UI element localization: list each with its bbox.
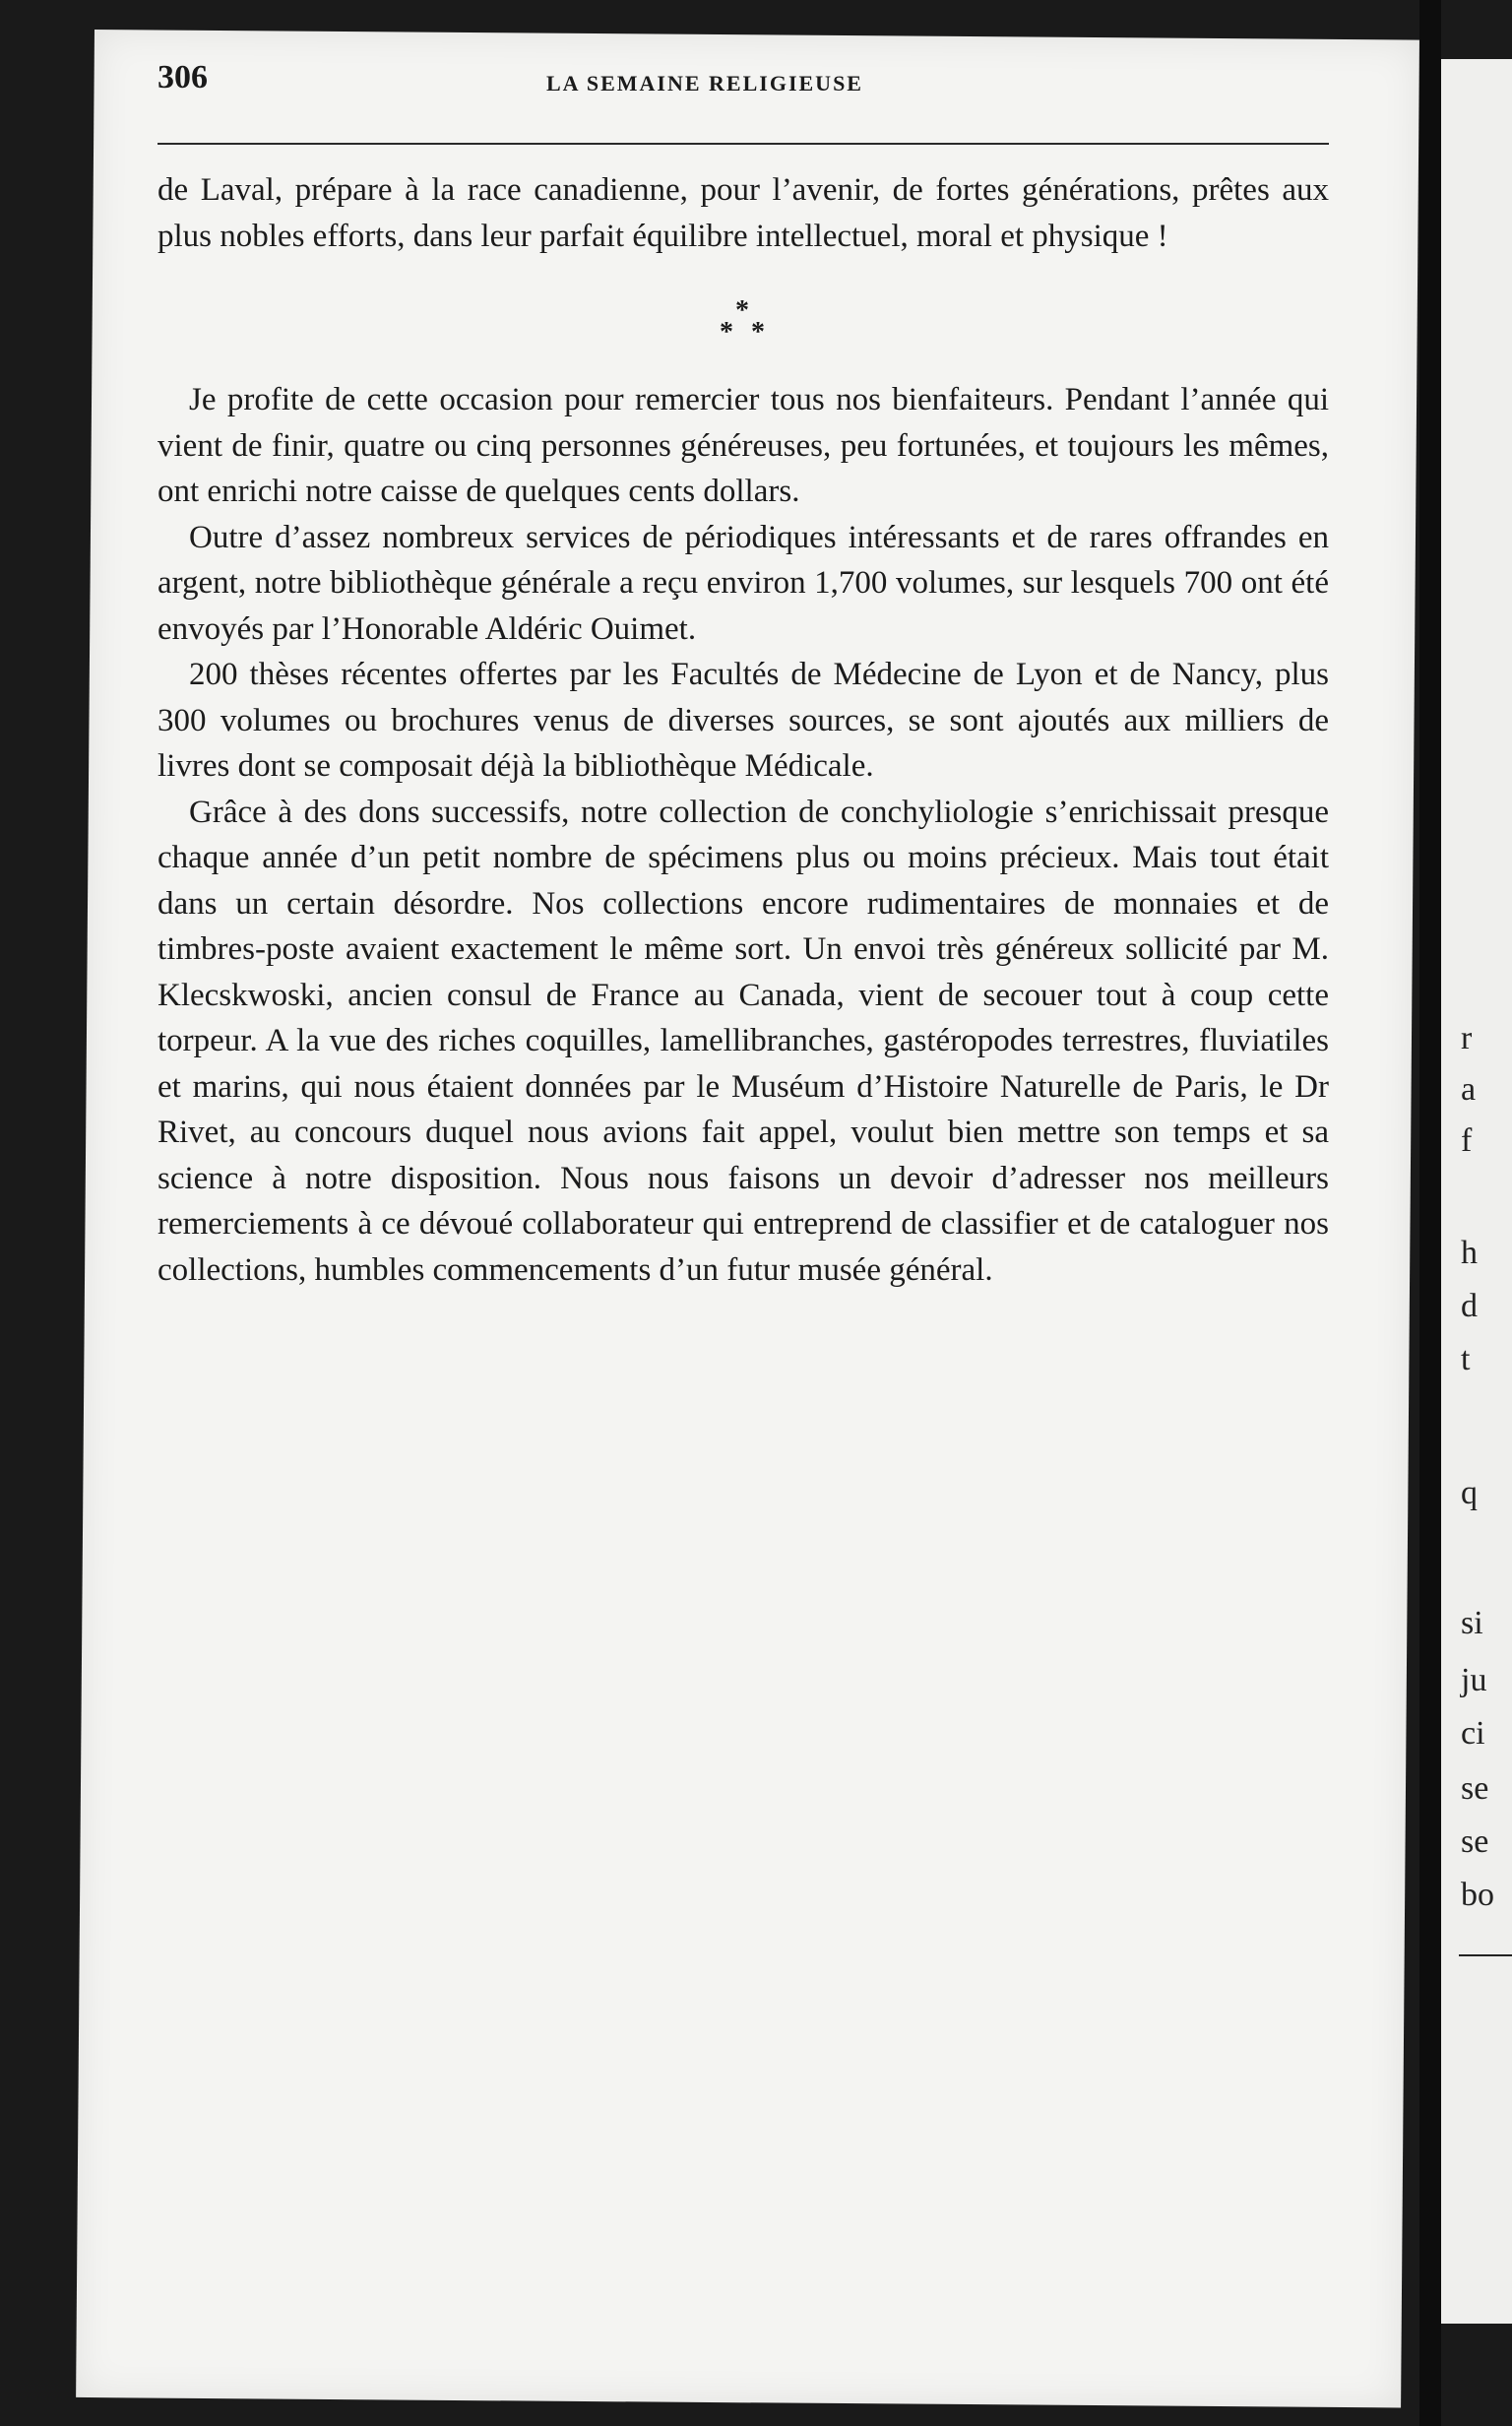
book-gutter [1419,0,1441,2426]
right-page-fragment: bo [1461,1877,1494,1913]
right-page-fragment: ju [1461,1662,1487,1698]
paragraph-1: de Laval, prépare à la race canadienne, pour l’avenir, de fortes générations, prêtes aux plus nobles efforts, dans leur parfait équilibre intellectuel, moral et physique ! [158,172,1329,254]
right-page-fragment: se [1461,1770,1489,1807]
right-page-fragment: se [1461,1823,1489,1860]
page-number: 306 [158,59,208,96]
running-title: LA SEMAINE RELIGIEUSE [546,71,863,96]
right-page-fragment: a [1461,1071,1477,1108]
right-page-fragment: h [1461,1235,1478,1271]
right-page-edge [1441,59,1512,2324]
paragraph-2: Je profite de cette occasion pour remercier tous nos bienfaiteurs. Pendant l’année qui vient de finir, quatre ou cinq personnes généreuses, peu fortunées, et toujours les mêmes, ont enrichi notre caisse de quelques cents dollars. [158,382,1329,509]
asterism-star: * [720,317,733,348]
right-page-rule [1459,1954,1512,1956]
header-rule [158,143,1329,145]
asterism-star: * [751,317,765,348]
right-page-fragment: si [1461,1605,1483,1641]
right-page-fragment: t [1461,1341,1471,1377]
paragraph-4: 200 thèses récentes offertes par les Facultés de Médecine de Lyon et de Nancy, plus 300 volumes ou brochures venus de diverses sources, se sont ajoutés aux milliers de livres dont se composait déjà la bibliothèque Médicale. [158,657,1329,784]
paragraph-5: Grâce à des dons successifs, notre collection de conchyliologie s’enrichissait presque chaque année d’un petit nombre de spécimens plus ou moins précieux. Mais tout était dans un certain désordre. Nos collections encore rudimentaires de monnaies et de timbres-poste avaient exactement le même sort. Un envoi très généreux sollicité par M. Klecskwoski, ancien consul de France au Canada, vient de secouer tout à coup cette torpeur. A la vue des riches coquilles, lamellibranches, gastéropodes terrestres, fluviatiles et marins, qui nous étaient données par le Muséum d’Histoire Naturelle de Paris, le Dr Rivet, au concours duquel nous avions fait appel, voulut bien mettre son temps et sa science à notre disposition. Nous nous faisons un devoir d’adresser nos meilleurs remerciements à ce dévoué collaborateur qui entreprend de classifier et de cataloguer nos collections, humbles commencements d’un futur musée général. [158,794,1329,1288]
body-text [158,167,1329,1293]
right-page-fragment: f [1461,1122,1473,1159]
asterism [158,259,1329,377]
right-page-fragment: ci [1461,1715,1485,1752]
right-page-fragment: r [1461,1020,1473,1056]
paragraph-3: Outre d’assez nombreux services de périodiques intéressants et de rares offrandes en argent, notre bibliothèque générale a reçu environ 1,700 volumes, sur lesquels 700 ont été envoyés par l’Honorable Aldéric Ouimet. [158,519,1329,647]
right-page-fragment: d [1461,1288,1478,1324]
asterism-star: * [735,295,749,326]
right-page-fragment: q [1461,1475,1478,1511]
page-header [158,59,1339,98]
